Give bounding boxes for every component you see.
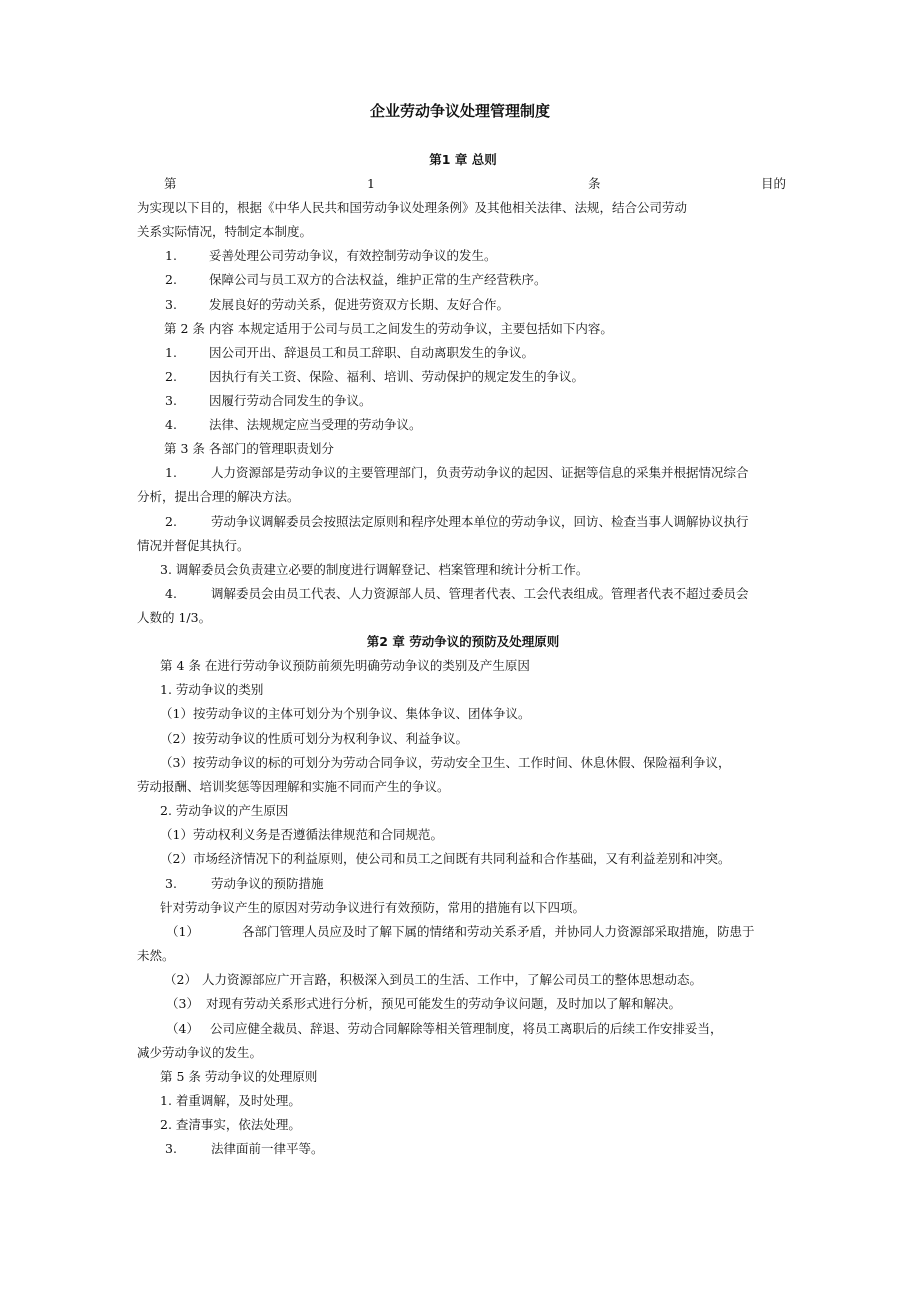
item-text: 各部门管理人员应及时了解下属的情绪和劳动关系矛盾，并协同人力资源部采取措施，防患于 (242, 924, 755, 939)
item-number: 1. (165, 248, 177, 263)
item-number: 2. (165, 369, 177, 384)
item-text: 劳动争议调解委员会按照法定原则和程序处理本单位的劳动争议，回访、检查当事人调解协议执行 (211, 514, 749, 529)
chapter-2-heading: 第2 章 劳动争议的预防及处理原则 (366, 634, 560, 649)
item-text: 调解委员会由员工代表、人力资源部人员、管理者代表、工会代表组成。管理者代表不超过委员会 (211, 586, 749, 601)
article-4-section-1: 1. 劳动争议的类别 (160, 682, 264, 697)
item-text: 法律、法规规定应当受理的劳动争议。 (209, 417, 422, 432)
item-text: 公司应健全裁员、辞退、劳动合同解除等相关管理制度，将员工离职后的后续工作安排妥当， (210, 1021, 723, 1036)
article-3-item-4 (165, 586, 749, 602)
article-4-section-2-item-1: （1）劳动权利义务是否遵循法律规范和合同规范。 (160, 827, 443, 842)
article-5-item-2: 2. 查清事实，依法处理。 (160, 1117, 301, 1132)
item-number: 3. (165, 393, 177, 408)
item-text: 妥善处理公司劳动争议，有效控制劳动争议的发生。 (209, 248, 497, 263)
item-number: 2. (165, 272, 177, 287)
article-3-item-3: 3. 调解委员会负责建立必要的制度进行调解登记、档案管理和统计分析工作。 (160, 562, 589, 577)
document-title: 企业劳动争议处理管理制度 (369, 102, 550, 120)
article-3-item-2-continued: 情况并督促其执行。 (137, 538, 250, 553)
measure-1 (166, 924, 755, 940)
article-5-item-3 (165, 1141, 324, 1157)
article-3-item-1 (165, 465, 749, 481)
article-4-section-1-item-3: （3）按劳动争议的标的可划分为劳动合同争议，劳动安全卫生、工作时间、休息休假、保险福利争议， (160, 755, 731, 770)
article-4-section-2: 2. 劳动争议的产生原因 (160, 803, 289, 818)
article-1-word-1: 第 (164, 176, 177, 191)
item-text: 因履行劳动合同发生的争议。 (209, 393, 372, 408)
article-2-item-4 (165, 417, 422, 433)
article-1-item-2 (165, 272, 547, 288)
article-3-item-1-continued: 分析，提出合理的解决方法。 (137, 489, 300, 504)
article-1-word-2: 1 (367, 176, 375, 191)
item-number: 1. (165, 465, 177, 480)
item-number: 3. (165, 876, 177, 891)
item-number: 3. (165, 297, 177, 312)
item-number: 3. (165, 1141, 177, 1156)
measure-4 (166, 1021, 723, 1037)
article-3-item-4-continued: 人数的 1/3。 (137, 610, 212, 625)
article-1-item-1 (165, 248, 497, 264)
article-4-section-1-item-1: （1）按劳动争议的主体可划分为个别争议、集体争议、团体争议。 (160, 706, 531, 721)
article-5-heading: 第 5 条 劳动争议的处理原则 (160, 1069, 318, 1084)
article-4-heading: 第 4 条 在进行劳动争议预防前须先明确劳动争议的类别及产生原因 (160, 658, 530, 673)
item-text: 保障公司与员工双方的合法权益，维护正常的生产经营秩序。 (209, 272, 547, 287)
article-1-word-4: 目的 (761, 176, 787, 191)
item-text: 人力资源部应广开言路，积极深入到员工的生活、工作中，了解公司员工的整体思想动态。 (202, 972, 703, 987)
measure-4-continued: 减少劳动争议的发生。 (137, 1045, 263, 1060)
article-1-line-3: 关系实际情况，特制定本制度。 (137, 224, 313, 239)
item-number: （2） (164, 972, 197, 987)
article-2-item-2 (165, 369, 584, 385)
article-2-item-3 (165, 393, 372, 409)
item-text: 劳动争议的预防措施 (211, 876, 324, 891)
article-3-item-2 (165, 514, 749, 530)
article-4-section-2-item-2: （2）市场经济情况下的利益原则，使公司和员工之间既有共同利益和合作基础，又有利益差别和冲突。 (160, 851, 731, 866)
item-text: 人力资源部是劳动争议的主要管理部门，负责劳动争议的起因、证据等信息的采集并根据情况综合 (211, 465, 749, 480)
item-number: 2. (165, 514, 177, 529)
article-5-item-1: 1. 着重调解，及时处理。 (160, 1093, 301, 1108)
measure-2 (164, 972, 702, 988)
article-4-section-3-intro: 针对劳动争议产生的原因对劳动争议进行有效预防，常用的措施有以下四项。 (160, 900, 586, 915)
item-number: 1. (165, 345, 177, 360)
item-number: 4. (165, 586, 177, 601)
item-number: 4. (165, 417, 177, 432)
item-text: 因公司开出、辞退员工和员工辞职、自动离职发生的争议。 (209, 345, 535, 360)
measure-1-continued: 未然。 (137, 948, 175, 963)
article-4-section-1-item-3-continued: 劳动报酬、培训奖惩等因理解和实施不同而产生的争议。 (137, 779, 450, 794)
item-text: 法律面前一律平等。 (211, 1141, 324, 1156)
item-text: 对现有劳动关系形式进行分析，预见可能发生的劳动争议问题，及时加以了解和解决。 (206, 996, 682, 1011)
item-number: （4） (166, 1021, 199, 1036)
item-number: （3） (166, 996, 199, 1011)
article-1-item-3 (165, 297, 509, 313)
chapter-1-heading: 第1 章 总则 (429, 152, 497, 167)
article-3-heading: 第 3 条 各部门的管理职责划分 (164, 441, 334, 456)
article-1-line-2: 为实现以下目的，根据《中华人民共和国劳动争议处理条例》及其他相关法律、法规，结合公司劳动 (137, 200, 688, 215)
article-1-word-3: 条 (588, 176, 601, 191)
article-4-section-1-item-2: （2）按劳动争议的性质可划分为权利争议、利益争议。 (160, 731, 468, 746)
measure-3 (166, 996, 681, 1012)
article-4-section-3 (165, 876, 324, 892)
item-number: （1） (166, 924, 199, 939)
item-text: 因执行有关工资、保险、福利、培训、劳动保护的规定发生的争议。 (209, 369, 585, 384)
item-text: 发展良好的劳动关系，促进劳资双方长期、友好合作。 (209, 297, 510, 312)
article-2-item-1 (165, 345, 534, 361)
article-2-heading: 第 2 条 内容 本规定适用于公司与员工之间发生的劳动争议，主要包括如下内容。 (164, 321, 613, 336)
